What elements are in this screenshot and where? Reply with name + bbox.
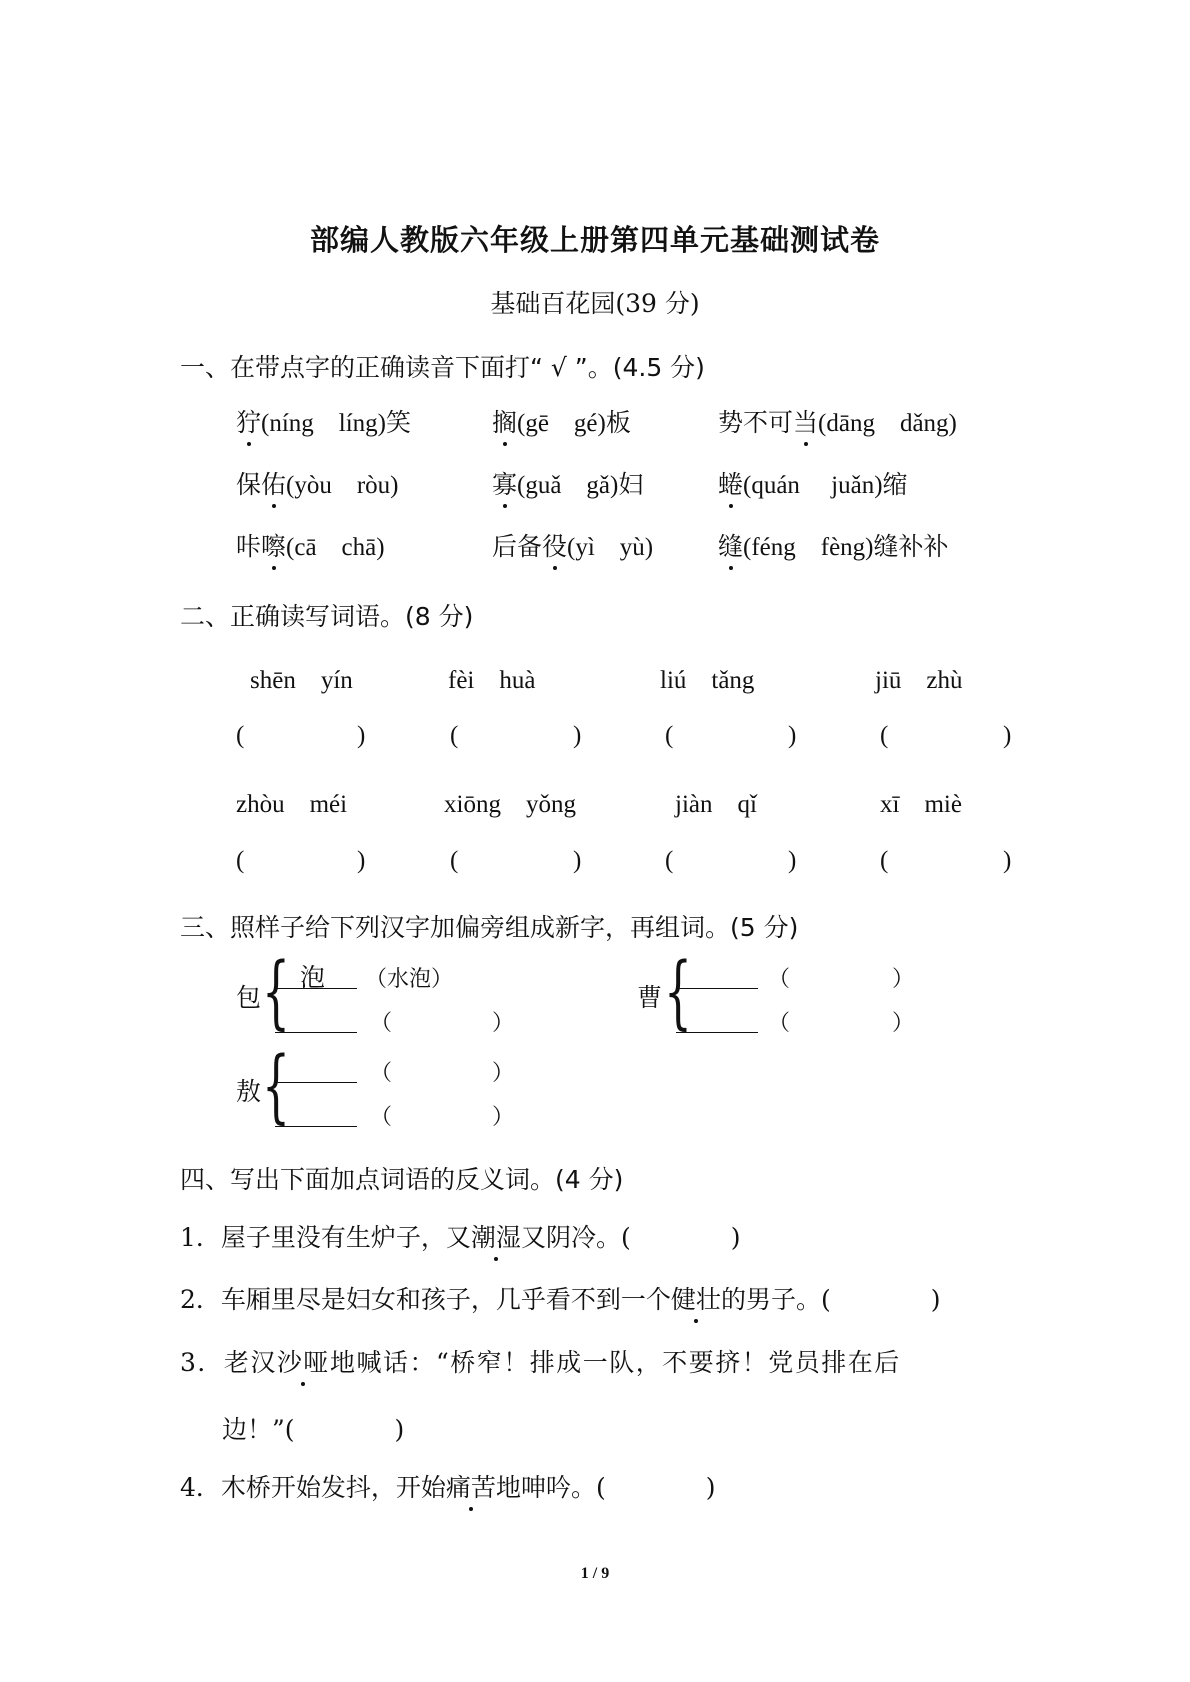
answer-close: ) — [357, 722, 366, 749]
pronunciation-item: 寡(guǎ gǎ)妇 — [492, 465, 643, 501]
page-subtitle: 基础百花园(39 分) — [490, 289, 700, 318]
question-1: 1．屋子里没有生炉子，又潮湿又阴冷。( ) — [180, 1218, 740, 1254]
question-3-continued: 边！”( ) — [222, 1415, 405, 1444]
example-new-char: 泡 — [300, 965, 326, 992]
pinyin-prompt: shēn yín — [250, 667, 353, 694]
pronunciation-item: 保佑(yòu ròu) — [236, 465, 399, 501]
pronunciation-item: 狞(níng líng)笑 — [236, 403, 411, 439]
dotted-char: 蜷 — [718, 465, 743, 501]
page-number: 1 / 9 — [580, 1565, 610, 1582]
answer-open: ( — [880, 847, 889, 874]
section1-heading: 一、在带点字的正确读音下面打“ √ ”。(4.5 分) — [180, 353, 705, 382]
answer-open: （ — [768, 967, 791, 992]
question-2: 2．车厢里尽是妇女和孩子，几乎看不到一个健壮的男子。( ) — [180, 1280, 940, 1316]
dotted-char: 缝 — [718, 527, 743, 563]
dotted-char: 当 — [793, 403, 818, 439]
dotted-char: 佑 — [261, 465, 286, 501]
dotted-char: 寡 — [492, 465, 517, 501]
answer-line — [275, 988, 357, 989]
pinyin-prompt: zhòu méi — [236, 791, 348, 818]
section2-heading: 二、正确读写词语。(8 分) — [180, 602, 474, 631]
page-title: 部编人教版六年级上册第四单元基础测试卷 — [309, 223, 880, 257]
answer-close: ） — [492, 1061, 515, 1086]
answer-open: （ — [370, 1061, 393, 1086]
pronunciation-item: 蜷(quán juǎn)缩 — [718, 465, 908, 501]
answer-line — [676, 988, 758, 989]
pronunciation-item: 缝(féng fèng)缝补补 — [718, 527, 949, 563]
example-word: （水泡） — [365, 967, 454, 992]
answer-open: ( — [450, 847, 459, 874]
answer-open: ( — [880, 722, 889, 749]
dotted-word: 潮湿 — [471, 1218, 521, 1254]
answer-open: ( — [236, 722, 245, 749]
answer-open: ( — [450, 722, 459, 749]
pinyin-prompt: liú tǎng — [660, 667, 755, 694]
question-3: 3．老汉沙哑地喊话：“桥窄！排成一队，不要挤！党员排在后 — [180, 1343, 901, 1379]
pinyin-prompt: xī miè — [880, 791, 962, 818]
dotted-word: 痛苦 — [446, 1468, 496, 1504]
question-4: 4．木桥开始发抖，开始痛苦地呻吟。( ) — [180, 1468, 715, 1504]
pronunciation-item: 后备役(yì yù) — [492, 527, 653, 563]
answer-open: （ — [768, 1011, 791, 1036]
answer-line — [275, 1126, 357, 1127]
pronunciation-item: 势不可当(dāng dǎng) — [718, 403, 957, 439]
answer-close: ) — [788, 722, 797, 749]
answer-line — [275, 1082, 357, 1083]
brace-icon: { — [262, 945, 290, 1038]
answer-line — [275, 1032, 357, 1033]
pronunciation-item: 搁(gē gé)板 — [492, 403, 631, 439]
answer-open: （ — [370, 1105, 393, 1130]
answer-close: ） — [892, 1011, 915, 1036]
answer-open: （ — [370, 1011, 393, 1036]
base-char: 包 — [236, 985, 262, 1012]
brace-icon: { — [262, 1039, 290, 1132]
answer-close: ） — [892, 967, 915, 992]
answer-close: ) — [573, 722, 582, 749]
dotted-char: 嚓 — [261, 527, 286, 563]
answer-close: ) — [1003, 847, 1012, 874]
answer-open: ( — [236, 847, 245, 874]
dotted-char: 搁 — [492, 403, 517, 439]
answer-close: ) — [788, 847, 797, 874]
section4-heading: 四、写出下面加点词语的反义词。(4 分) — [180, 1165, 624, 1194]
pinyin-prompt: jiū zhù — [875, 667, 963, 694]
pronunciation-item: 咔嚓(cā chā) — [236, 527, 385, 563]
pinyin-prompt: jiàn qǐ — [675, 791, 757, 818]
base-char: 曹 — [637, 985, 663, 1012]
base-char: 敖 — [236, 1079, 262, 1106]
answer-line — [676, 1032, 758, 1033]
answer-close: ） — [492, 1011, 515, 1036]
answer-close: ) — [1003, 722, 1012, 749]
pinyin-prompt: xiōng yǒng — [444, 791, 576, 818]
dotted-word: 健壮 — [671, 1280, 721, 1316]
brace-icon: { — [664, 945, 692, 1038]
pinyin-prompt: fèi huà — [448, 667, 536, 694]
answer-open: ( — [665, 847, 674, 874]
dotted-char: 狞 — [236, 403, 261, 439]
section3-heading: 三、照样子给下列汉字加偏旁组成新字，再组词。(5 分) — [180, 913, 799, 942]
answer-close: ) — [357, 847, 366, 874]
answer-close: ) — [573, 847, 582, 874]
answer-close: ） — [492, 1105, 515, 1130]
answer-open: ( — [665, 722, 674, 749]
dotted-char: 役 — [542, 527, 567, 563]
dotted-word: 沙哑 — [277, 1343, 330, 1379]
